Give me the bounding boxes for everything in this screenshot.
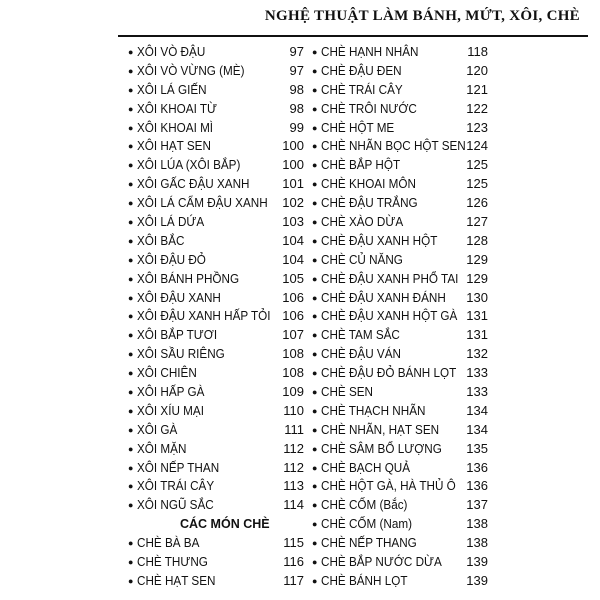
toc-entry: [124, 459, 304, 478]
bullet-icon: ●: [128, 405, 134, 416]
bullet-icon: ●: [312, 179, 318, 190]
toc-entry: [124, 383, 304, 402]
toc-entry-page: 108: [282, 346, 304, 362]
toc-entry-page: 114: [283, 497, 304, 513]
toc-entry-title: CHÈ BẠCH QUẢ: [321, 459, 411, 475]
toc-entry-title: CHÈ HỘT ME: [321, 119, 395, 135]
toc-entry: [308, 175, 488, 194]
bullet-icon: ●: [312, 349, 318, 360]
bullet-icon: ●: [128, 575, 134, 586]
page-header-title: NGHỆ THUẬT LÀM BÁNH, MỨT, XÔI, CHÈ: [264, 8, 580, 24]
toc-right-column: [308, 43, 488, 591]
bullet-icon: ●: [128, 141, 134, 152]
toc-entry: [308, 515, 488, 534]
toc-entry: [124, 213, 304, 232]
toc-entry: [308, 307, 488, 326]
toc-entry-page: 139: [466, 572, 488, 588]
toc-entry: [124, 119, 304, 138]
toc-entry-title: CHÈ THẠCH NHÃN: [321, 402, 426, 418]
bullet-icon: ●: [312, 235, 318, 246]
toc-entry: [124, 307, 304, 326]
bullet-icon: ●: [128, 84, 134, 95]
toc-entry-page: 130: [466, 289, 488, 305]
bullet-icon: ●: [128, 217, 134, 228]
toc-entry-title: XÔI CHIÊN: [137, 365, 197, 381]
toc-entry-title: XÔI GÀ: [137, 421, 178, 437]
bullet-icon: ●: [128, 557, 134, 568]
bullet-icon: ●: [312, 443, 318, 454]
bullet-icon: ●: [128, 481, 134, 492]
toc-entry-title: CHÈ NHÃN, HẠT SEN: [321, 421, 440, 437]
toc-entry-page: 129: [466, 270, 488, 286]
bullet-icon: ●: [128, 443, 134, 454]
bullet-icon: ●: [128, 500, 134, 511]
bullet-icon: ●: [128, 65, 134, 76]
toc-entry-page: 101: [282, 176, 304, 192]
toc-entry: [124, 534, 304, 553]
toc-entry-page: 98: [289, 100, 304, 116]
toc-entry-page: 105: [282, 270, 304, 286]
toc-entry: [124, 289, 304, 308]
toc-entry: [124, 270, 304, 289]
toc-entry: [308, 81, 488, 100]
toc-section-heading: [124, 515, 304, 534]
toc-entry-title: XÔI ĐẬU XANH HẤP TỎI: [137, 308, 271, 324]
toc-entry: [124, 100, 304, 119]
toc-entry-title: CHÈ HẠNH NHÂN: [321, 44, 419, 59]
toc-entry-page: 135: [466, 440, 488, 456]
toc-entry: [308, 383, 488, 402]
toc-entry: [124, 43, 304, 62]
toc-entry: [308, 194, 488, 213]
toc-entry: [308, 440, 488, 459]
bullet-icon: ●: [128, 179, 134, 190]
toc-entry-page: 129: [466, 251, 488, 267]
toc-entry: [308, 364, 488, 383]
bullet-icon: ●: [312, 538, 318, 549]
bullet-icon: ●: [128, 387, 134, 398]
toc-entry-page: 112: [283, 459, 304, 475]
toc-entry-page: 136: [466, 459, 488, 475]
toc-entry: [308, 421, 488, 440]
toc-entry-page: 115: [283, 535, 304, 551]
toc-entry: [124, 477, 304, 496]
bullet-icon: ●: [312, 462, 318, 473]
bullet-icon: ●: [128, 538, 134, 549]
bullet-icon: ●: [128, 160, 134, 171]
bullet-icon: ●: [128, 47, 134, 57]
toc-entry: [124, 402, 304, 421]
toc-entry-title: XÔI BẮP TƯƠI: [137, 327, 218, 343]
bullet-icon: ●: [312, 481, 318, 492]
toc-entry: [308, 572, 488, 591]
toc-entry-page: 118: [467, 44, 488, 59]
toc-entry: [308, 534, 488, 553]
bullet-icon: ●: [128, 462, 134, 473]
toc-left-column: [124, 43, 304, 591]
toc-entry: [308, 232, 488, 251]
toc-entry-page: 126: [466, 195, 488, 211]
toc-entry-title: CHÈ TRÔI NƯỚC: [321, 100, 417, 116]
toc-entry-page: 136: [466, 478, 488, 494]
toc-entry-title: CHÈ XÀO DỪA: [321, 214, 404, 230]
toc-entry: [124, 421, 304, 440]
toc-entry: [308, 137, 488, 156]
toc-entry-title: XÔI HẤP GÀ: [137, 384, 205, 400]
toc-entry-title: XÔI HẠT SEN: [137, 138, 211, 154]
bullet-icon: ●: [128, 292, 134, 303]
toc-entry-page: 116: [283, 554, 304, 570]
toc-entry-page: 100: [282, 157, 304, 173]
toc-entry: [308, 289, 488, 308]
toc-entry-title: CHÈ CỐM (Bắc): [321, 497, 408, 513]
bullet-icon: ●: [312, 311, 318, 322]
toc-entry-page: 100: [282, 138, 304, 154]
bullet-icon: ●: [312, 387, 318, 398]
toc-entry-page: 97: [289, 44, 304, 59]
toc-entry-page: 138: [466, 516, 488, 532]
toc-entry-page: 106: [282, 308, 304, 324]
bullet-icon: ●: [128, 103, 134, 114]
toc-entry-page: 128: [466, 232, 488, 248]
toc-entry: [124, 553, 304, 572]
toc-entry-page: 112: [283, 440, 304, 456]
toc-entry-page: 102: [282, 195, 304, 211]
toc-entry-title: XÔI NGŨ SẮC: [137, 497, 214, 513]
bullet-icon: ●: [312, 160, 318, 171]
toc-entry-page: 103: [282, 214, 304, 230]
toc-entry: [308, 156, 488, 175]
bullet-icon: ●: [312, 47, 318, 57]
toc-entry-page: 134: [466, 402, 488, 418]
bullet-icon: ●: [128, 122, 134, 133]
bullet-icon: ●: [128, 235, 134, 246]
toc-entry-page: 124: [466, 138, 488, 154]
toc-entry-title: CHÈ HỘT GÀ, HÀ THỦ Ô: [321, 478, 456, 494]
toc-entry: [124, 232, 304, 251]
toc-entry-page: 107: [282, 327, 304, 343]
toc-entry: [308, 459, 488, 478]
toc-entry: [308, 251, 488, 270]
toc-entry: [124, 251, 304, 270]
toc-entry-title: XÔI XÍU MẠI: [137, 402, 204, 418]
toc-entry-title: CHÈ CỐM (Nam): [321, 516, 412, 532]
toc-entry: [308, 43, 488, 62]
toc-entry: [308, 402, 488, 421]
toc-entry-page: 99: [289, 119, 304, 135]
toc-entry: [124, 326, 304, 345]
toc-entry-title: CHÈ NHÃN BỌC HỘT SEN: [321, 138, 466, 154]
toc-entry-page: 106: [282, 289, 304, 305]
bullet-icon: ●: [128, 254, 134, 265]
toc-entry-title: XÔI VÒ VỪNG (MÈ): [137, 62, 245, 78]
bullet-icon: ●: [128, 311, 134, 322]
bullet-icon: ●: [312, 198, 318, 209]
toc-entry: [308, 213, 488, 232]
bullet-icon: ●: [312, 65, 318, 76]
bullet-icon: ●: [312, 217, 318, 228]
toc-entry: [124, 440, 304, 459]
toc-entry-page: 138: [466, 535, 488, 551]
toc-entry-title: CHÈ HẠT SEN: [137, 572, 216, 588]
header-rule: [118, 35, 588, 37]
bullet-icon: ●: [312, 103, 318, 114]
toc-entry: [124, 156, 304, 175]
toc-entry-title: CHÈ NẾP THANG: [321, 535, 417, 551]
toc-entry: [308, 326, 488, 345]
bullet-icon: ●: [312, 405, 318, 416]
toc-entry-title: XÔI ĐẬU XANH: [137, 289, 221, 305]
toc-entry-title: CHÈ CỦ NĂNG: [321, 251, 403, 267]
toc-entry: [124, 81, 304, 100]
toc-entry-title: CHÈ BẮP HỘT: [321, 157, 401, 173]
toc-entry: [308, 496, 488, 515]
toc-entry: [124, 175, 304, 194]
toc-entry-title: CHÈ ĐẬU XANH HỘT GÀ: [321, 308, 458, 324]
toc-entry-page: 131: [466, 327, 488, 343]
toc-entry: [124, 496, 304, 515]
toc-entry: [124, 137, 304, 156]
toc-entry-page: 134: [466, 421, 488, 437]
toc-entry-title: XÔI KHOAI TỪ: [137, 100, 218, 116]
toc-entry-page: 127: [466, 214, 488, 230]
toc-entry-page: 133: [466, 365, 488, 381]
toc-entry-page: 122: [466, 100, 488, 116]
toc-entry-title: XÔI LÁ DỨA: [137, 214, 205, 230]
toc-entry-page: 131: [466, 308, 488, 324]
bullet-icon: ●: [128, 368, 134, 379]
toc-entry-page: 104: [282, 251, 304, 267]
toc-entry-page: 120: [466, 62, 488, 78]
toc-entry: [308, 62, 488, 81]
toc-entry-page: 108: [282, 365, 304, 381]
bullet-icon: ●: [312, 254, 318, 265]
toc-entry-page: 111: [284, 421, 304, 437]
toc-entry: [124, 364, 304, 383]
toc-entry-page: 137: [466, 497, 488, 513]
toc-entry-page: 98: [289, 81, 304, 97]
toc-entry: [308, 345, 488, 364]
toc-entry-title: XÔI BẮC: [137, 232, 185, 248]
toc-entry-title: XÔI BÁNH PHỒNG: [137, 270, 240, 286]
bullet-icon: ●: [128, 273, 134, 284]
toc-entry: [124, 62, 304, 81]
toc-entry-title: XÔI ĐẬU ĐỎ: [137, 251, 206, 267]
toc-entry: [124, 345, 304, 364]
bullet-icon: ●: [312, 368, 318, 379]
toc-entry: [308, 477, 488, 496]
toc-entry-title: CHÈ SEN: [321, 384, 374, 400]
toc-entry-title: XÔI NẾP THAN: [137, 459, 220, 475]
toc-entry-title: CHÈ BÁNH LỌT: [321, 572, 408, 588]
toc-entry-title: XÔI GẤC ĐẬU XANH: [137, 176, 250, 192]
toc-entry-title: XÔI SẦU RIÊNG: [137, 346, 225, 362]
toc-entry-title: XÔI LÚA (XÔI BẮP): [137, 157, 241, 173]
toc-entry-title: CHÈ ĐẬU TRẮNG: [321, 195, 418, 211]
bullet-icon: ●: [312, 122, 318, 133]
bullet-icon: ●: [312, 519, 318, 530]
toc-entry-page: 109: [282, 384, 304, 400]
toc-entry-title: XÔI LÁ GIẾN: [137, 81, 207, 97]
toc-entry: [308, 270, 488, 289]
toc-entry-title: CHÈ ĐẬU ĐEN: [321, 62, 402, 78]
toc-entry-page: 139: [466, 554, 488, 570]
toc-entry-title: CHÈ BẮP NƯỚC DỪA: [321, 554, 442, 570]
bullet-icon: ●: [312, 292, 318, 303]
toc-entry-title: CÁC MÓN CHÈ: [180, 517, 270, 532]
toc-entry-page: 110: [283, 402, 304, 418]
toc-entry: [308, 553, 488, 572]
toc-entry-title: XÔI LÁ CẨM ĐẬU XANH: [137, 195, 268, 211]
toc-entry-title: CHÈ KHOAI MÔN: [321, 176, 416, 192]
bullet-icon: ●: [312, 424, 318, 435]
toc-entry-title: CHÈ ĐẬU XANH PHỔ TAI: [321, 270, 459, 286]
toc-entry-page: 132: [466, 346, 488, 362]
bullet-icon: ●: [128, 198, 134, 209]
toc-entry-page: 113: [283, 478, 304, 494]
toc-entry-page: 133: [466, 384, 488, 400]
toc-entry-title: XÔI KHOAI MÌ: [137, 119, 214, 135]
toc-entry-page: 123: [466, 119, 488, 135]
toc-entry-title: XÔI VÒ ĐẬU: [137, 44, 206, 59]
toc-entry-title: XÔI TRÁI CÂY: [137, 478, 215, 494]
toc-entry-page: 117: [283, 572, 304, 588]
toc-entry-page: 125: [466, 157, 488, 173]
toc-entry-title: XÔI MẶN: [137, 440, 187, 456]
bullet-icon: ●: [128, 349, 134, 360]
bullet-icon: ●: [312, 330, 318, 341]
bullet-icon: ●: [128, 424, 134, 435]
toc-entry-page: 125: [466, 176, 488, 192]
bullet-icon: ●: [312, 575, 318, 586]
toc-entry-title: CHÈ ĐẬU XANH ĐÁNH: [321, 289, 446, 305]
toc-entry-page: 121: [466, 81, 488, 97]
toc-entry-title: CHÈ ĐẬU XANH HỘT: [321, 232, 438, 248]
toc-entry-title: CHÈ ĐẬU VÁN: [321, 346, 401, 362]
toc-entry: [124, 194, 304, 213]
bullet-icon: ●: [312, 500, 318, 511]
toc-entry-title: CHÈ ĐẬU ĐỎ BÁNH LỌT: [321, 365, 457, 381]
toc-entry-title: CHÈ SÂM BỔ LƯỢNG: [321, 440, 442, 456]
toc-entry-page: 97: [289, 62, 304, 78]
toc-entry-title: CHÈ TRÁI CÂY: [321, 81, 403, 97]
toc-entry: [308, 100, 488, 119]
toc-entry: [308, 119, 488, 138]
bullet-icon: ●: [312, 84, 318, 95]
bullet-icon: ●: [312, 557, 318, 568]
bullet-icon: ●: [312, 273, 318, 284]
bullet-icon: ●: [312, 141, 318, 152]
toc-entry-title: CHÈ BÀ BA: [137, 535, 200, 551]
bullet-icon: ●: [128, 330, 134, 341]
toc-entry-title: CHÈ THƯNG: [137, 554, 208, 570]
toc-entry-page: 104: [282, 232, 304, 248]
toc-entry: [124, 572, 304, 591]
toc-entry-title: CHÈ TAM SẮC: [321, 327, 400, 343]
